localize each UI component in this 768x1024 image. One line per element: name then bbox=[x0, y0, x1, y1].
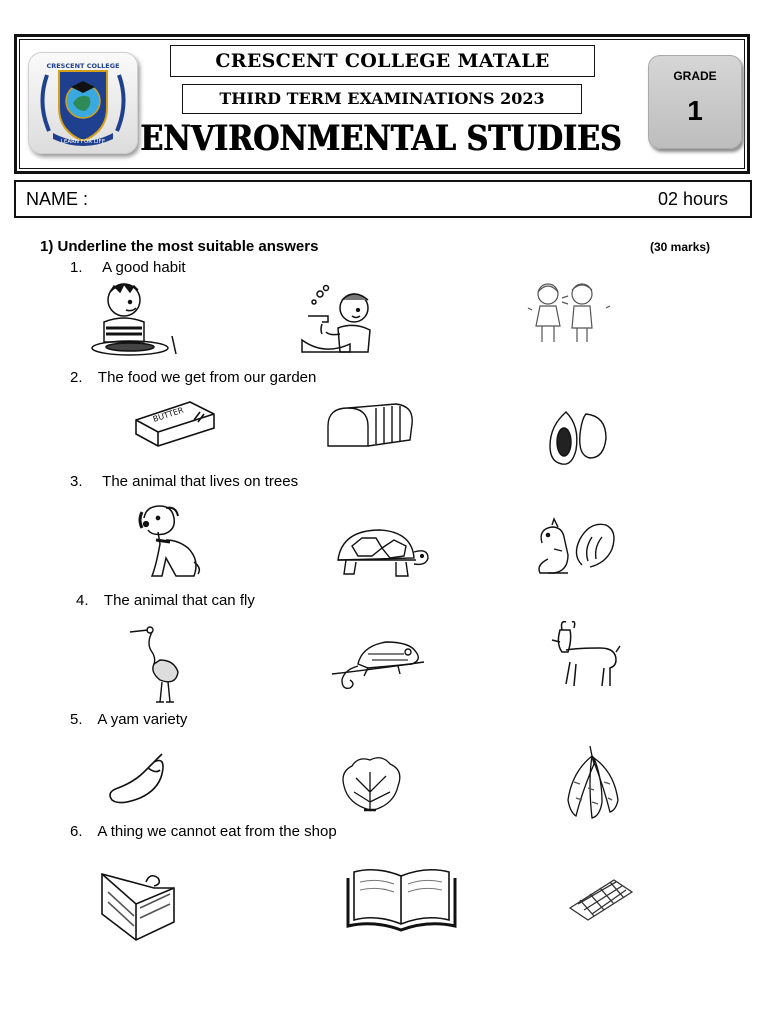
question-text: A yam variety bbox=[97, 711, 188, 728]
book-image[interactable] bbox=[344, 862, 459, 934]
question-text: A thing we cannot eat from the shop bbox=[97, 823, 337, 840]
question-number: 2. bbox=[70, 369, 83, 386]
duration-label: 02 hours bbox=[657, 189, 728, 209]
lettuce-image[interactable] bbox=[334, 752, 409, 814]
section-title: 1) Underline the most suitable answers bbox=[40, 238, 319, 255]
question-4 bbox=[76, 592, 255, 609]
question-number: 5. bbox=[70, 711, 83, 728]
question-text: The animal that lives on trees bbox=[102, 473, 299, 490]
question-6 bbox=[70, 823, 337, 840]
subject-title: ENVIRONMENTAL STUDIES bbox=[140, 118, 622, 159]
grade-box bbox=[648, 55, 742, 149]
child-at-dinner-plate-image[interactable] bbox=[88, 278, 183, 360]
cake-image[interactable] bbox=[96, 864, 181, 946]
chocolate-bar-image[interactable] bbox=[566, 874, 636, 926]
question-3 bbox=[70, 473, 298, 490]
squirrel-image[interactable] bbox=[528, 515, 620, 581]
papaya-image[interactable] bbox=[546, 406, 612, 468]
school-logo bbox=[28, 52, 138, 154]
section-marks: (30 marks) bbox=[650, 240, 711, 254]
logo-text-top: CRESCENT COLLEGE bbox=[46, 62, 120, 70]
question-2 bbox=[70, 369, 316, 386]
exam-title: THIRD TERM EXAMINATIONS 2023 bbox=[182, 84, 582, 114]
question-text: A good habit bbox=[102, 259, 186, 276]
bread-loaf-image[interactable] bbox=[322, 398, 417, 453]
goat-image[interactable] bbox=[548, 618, 623, 690]
question-5 bbox=[70, 711, 187, 728]
butter-block-image[interactable] bbox=[128, 394, 223, 454]
brinjal-image[interactable] bbox=[104, 752, 170, 810]
question-1 bbox=[70, 259, 186, 276]
question-number: 6. bbox=[70, 823, 83, 840]
cassava-image[interactable] bbox=[552, 742, 627, 822]
children-shouting-image[interactable] bbox=[522, 278, 617, 348]
dog-image[interactable] bbox=[136, 500, 206, 585]
question-text: The animal that can fly bbox=[103, 592, 255, 609]
school-name: CRESCENT COLLEGE MATALE bbox=[170, 45, 595, 77]
chameleon-image[interactable] bbox=[328, 630, 428, 692]
question-text: The food we get from our garden bbox=[97, 369, 317, 386]
question-number: 1. bbox=[70, 259, 83, 276]
grade-label: GRADE bbox=[673, 69, 717, 83]
logo-text-bottom: LEARN FOR LIFE bbox=[60, 139, 106, 145]
name-label: NAME : bbox=[26, 189, 89, 209]
svg-text:BUTTER: BUTTER bbox=[151, 405, 185, 424]
name-row bbox=[14, 180, 752, 218]
question-number: 3. bbox=[70, 473, 83, 490]
tortoise-image[interactable] bbox=[332, 522, 432, 584]
grade-value: 1 bbox=[687, 95, 703, 126]
crane-bird-image[interactable] bbox=[126, 624, 186, 704]
child-washing-hands-image[interactable] bbox=[298, 282, 383, 357]
question-number: 4. bbox=[76, 592, 89, 609]
